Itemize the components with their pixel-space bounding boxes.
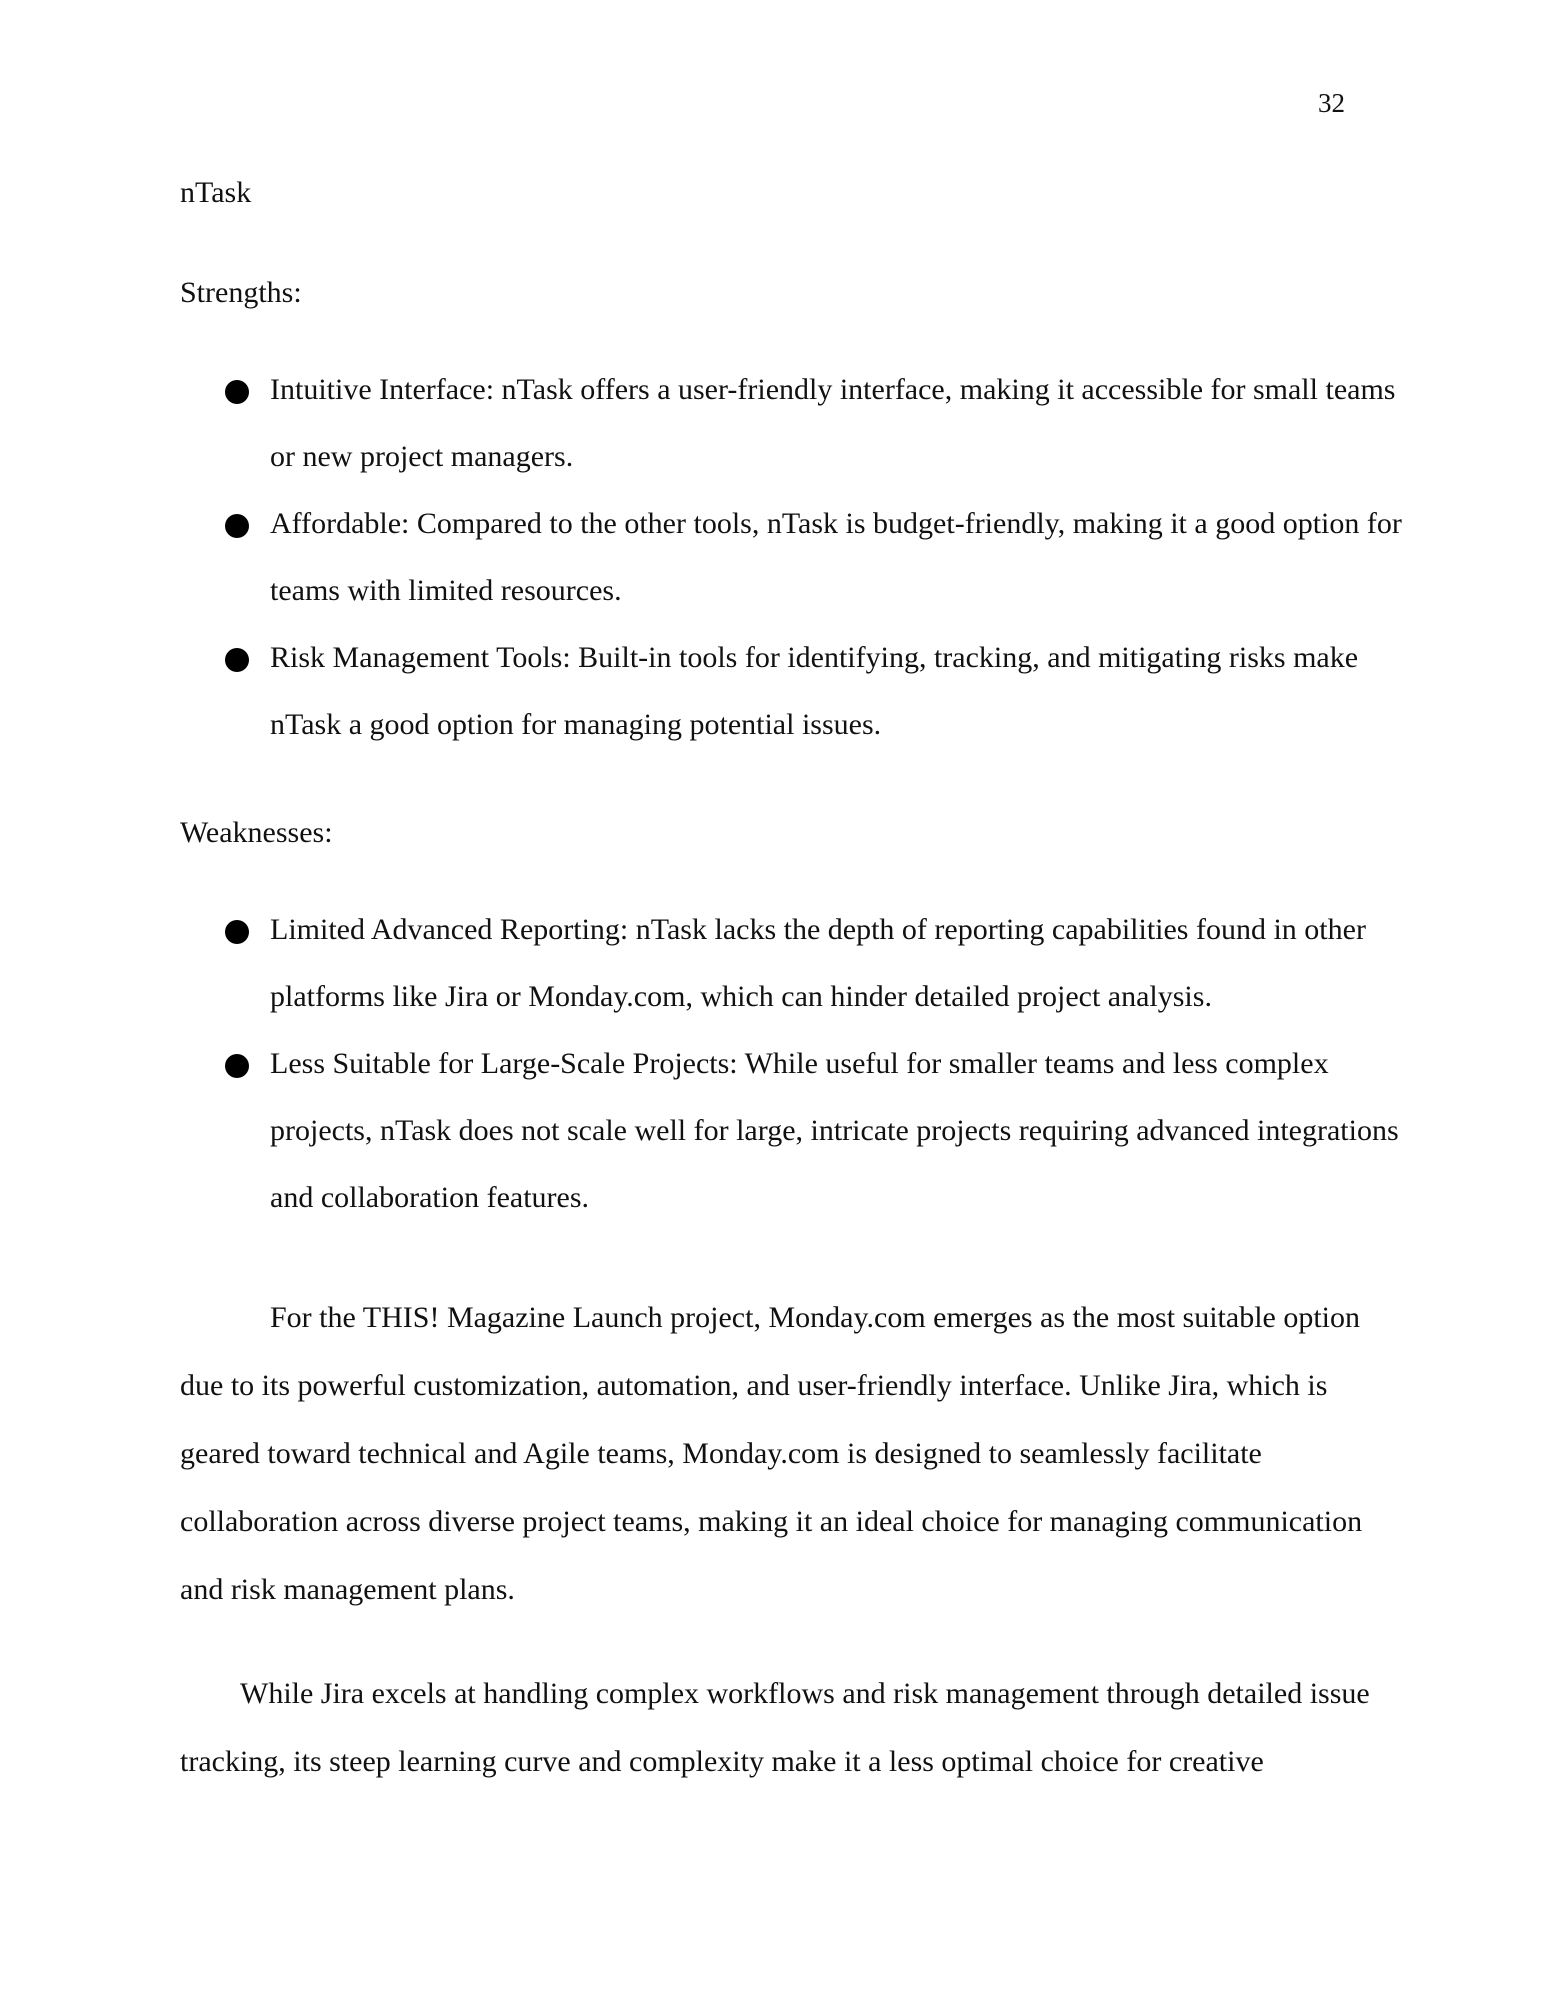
bullet-icon bbox=[225, 380, 249, 404]
list-item bbox=[225, 896, 1405, 1030]
strengths-heading: Strengths: bbox=[180, 276, 302, 309]
bullet-icon bbox=[225, 648, 249, 672]
weaknesses-list bbox=[225, 896, 1405, 1231]
comparison-paragraph: While Jira excels at handling complex workflows and risk management through detailed issue tracking, its steep learning curve and complexity make it a less optimal choice for creative bbox=[180, 1677, 1370, 1778]
conclusion-paragraph: For the THIS! Magazine Launch project, Monday.com emerges as the most suitable option due to its powerful customization, automation, and user-friendly interface. Unlike Jira, which is geared toward technical and Agile teams, Monday.com is designed to seamlessly facilitate collaboration across diverse project teams, making it an ideal choice for managing communication and risk management plans. bbox=[180, 1301, 1363, 1606]
list-item bbox=[225, 356, 1405, 490]
list-item-text: Less Suitable for Large-Scale Projects: While useful for smaller teams and less complex projects, nTask does not scale well for large, intricate projects requiring advanced integrations and collaboration features. bbox=[270, 1047, 1399, 1214]
bullet-icon bbox=[225, 1054, 249, 1078]
page-number: 32 bbox=[1318, 88, 1345, 118]
list-item-text: Limited Advanced Reporting: nTask lacks the depth of reporting capabilities found in other platforms like Jira or Monday.com, which can hinder detailed project analysis. bbox=[270, 913, 1366, 1013]
list-item bbox=[225, 490, 1405, 624]
list-item bbox=[225, 624, 1405, 758]
list-item-text: Intuitive Interface: nTask offers a user-friendly interface, making it accessible for small teams or new project managers. bbox=[270, 373, 1396, 473]
list-item bbox=[225, 1030, 1405, 1231]
weaknesses-heading: Weaknesses: bbox=[180, 816, 333, 849]
strengths-list bbox=[225, 356, 1405, 758]
bullet-icon bbox=[225, 514, 249, 538]
list-item-text: Risk Management Tools: Built-in tools for identifying, tracking, and mitigating risks make nTask a good option for managing potential issues. bbox=[270, 641, 1359, 741]
bullet-icon bbox=[225, 920, 249, 944]
tool-name-heading: nTask bbox=[180, 176, 252, 209]
list-item-text: Affordable: Compared to the other tools, nTask is budget-friendly, making it a good option for teams with limited resources. bbox=[270, 507, 1402, 607]
